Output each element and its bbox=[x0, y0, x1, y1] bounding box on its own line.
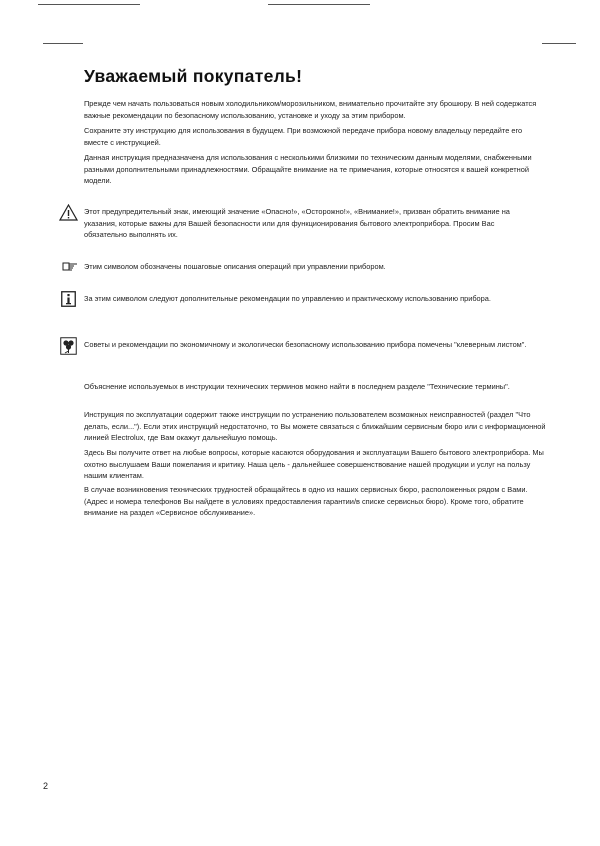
pointing-hand-icon bbox=[62, 261, 78, 271]
symbol-warning-text: Этот предупредительный знак, имеющий значение «Опасно!», «Осторожно!», «Внимание!», призван обратить внимание на указания, которые важны для Вашей безопасности или для функционирования бытового электроприбора. Просим Вас обязательно выполнять их. bbox=[84, 207, 510, 240]
intro-paragraph-1: Прежде чем начать пользоваться новым холодильником/морозильником, внимательно прочитайте эту брошюру. В ней содержатся важные рекомендации по безопасному использованию, установке и уходу за этим прибором. bbox=[84, 99, 537, 120]
header-rule-left bbox=[43, 43, 83, 44]
outro-paragraph-4: В случае возникновения технических трудностей обращайтесь в одно из наших сервисных бюро, расположенных рядом с Вами. (Адрес и номера телефонов Вы найдете в условиях предоставления гарантии/в списке сервисных бюро). Кроме того, обратите внимание на раздел «Сервисное обслуживание». bbox=[84, 485, 528, 518]
top-rule-right bbox=[268, 4, 370, 5]
symbol-hand-text: Этим символом обозначены пошаговые описания операций при управлении прибором. bbox=[84, 262, 386, 271]
outro-paragraph-1: Объяснение используемых в инструкции технических терминов можно найти в последнем разделе "Технические термины". bbox=[84, 382, 510, 391]
outro-paragraph-2: Инструкция по эксплуатации содержит также инструкции по устранению пользователем возможных неисправностей (раздел "Что делать, если..."). Если этих инструкций недостаточно, то Вы можете связаться с ближайшим сервисным бюро или с информационной линией Electrolux, где Вам окажут дальнейшую помощь. bbox=[84, 410, 546, 443]
symbol-clover-text: Советы и рекомендации по экономичному и экологически безопасному использованию прибора помечены "клеверным листом". bbox=[84, 340, 527, 349]
intro-paragraph-2: Сохраните эту инструкцию для использования в будущем. При возможной передаче прибора новому владельцу передайте его вместе с инструкцией. bbox=[84, 126, 523, 147]
info-i-icon bbox=[61, 291, 76, 307]
clover-leaf-icon bbox=[60, 337, 77, 355]
symbol-info-text: За этим символом следуют дополнительные рекомендации по управлению и практическому использованию прибора. bbox=[84, 294, 491, 303]
outro-paragraph-3: Здесь Вы получите ответ на любые вопросы, которые касаются оборудования и эксплуатации Вашего бытового электроприбора. Мы охотно выслушаем Ваши пожелания и критику. Наша цель - дальнейшее совершенствование нашей продукции и услуг на пользу нашим клиентам. bbox=[84, 448, 544, 481]
top-rule-left bbox=[38, 4, 140, 5]
intro-paragraph-3: Данная инструкция предназначена для использования с несколькими близкими по техническим данным моделями, снабженными разными дополнительными принадлежностями. Обращайте внимание на те примечания, которые относятся к вашей конкретной модели. bbox=[84, 153, 532, 186]
header-rule-right bbox=[542, 43, 576, 44]
page-number: 2 bbox=[43, 781, 49, 791]
warning-triangle-icon bbox=[59, 204, 78, 221]
page-title: Уважаемый покупатель! bbox=[84, 66, 303, 86]
